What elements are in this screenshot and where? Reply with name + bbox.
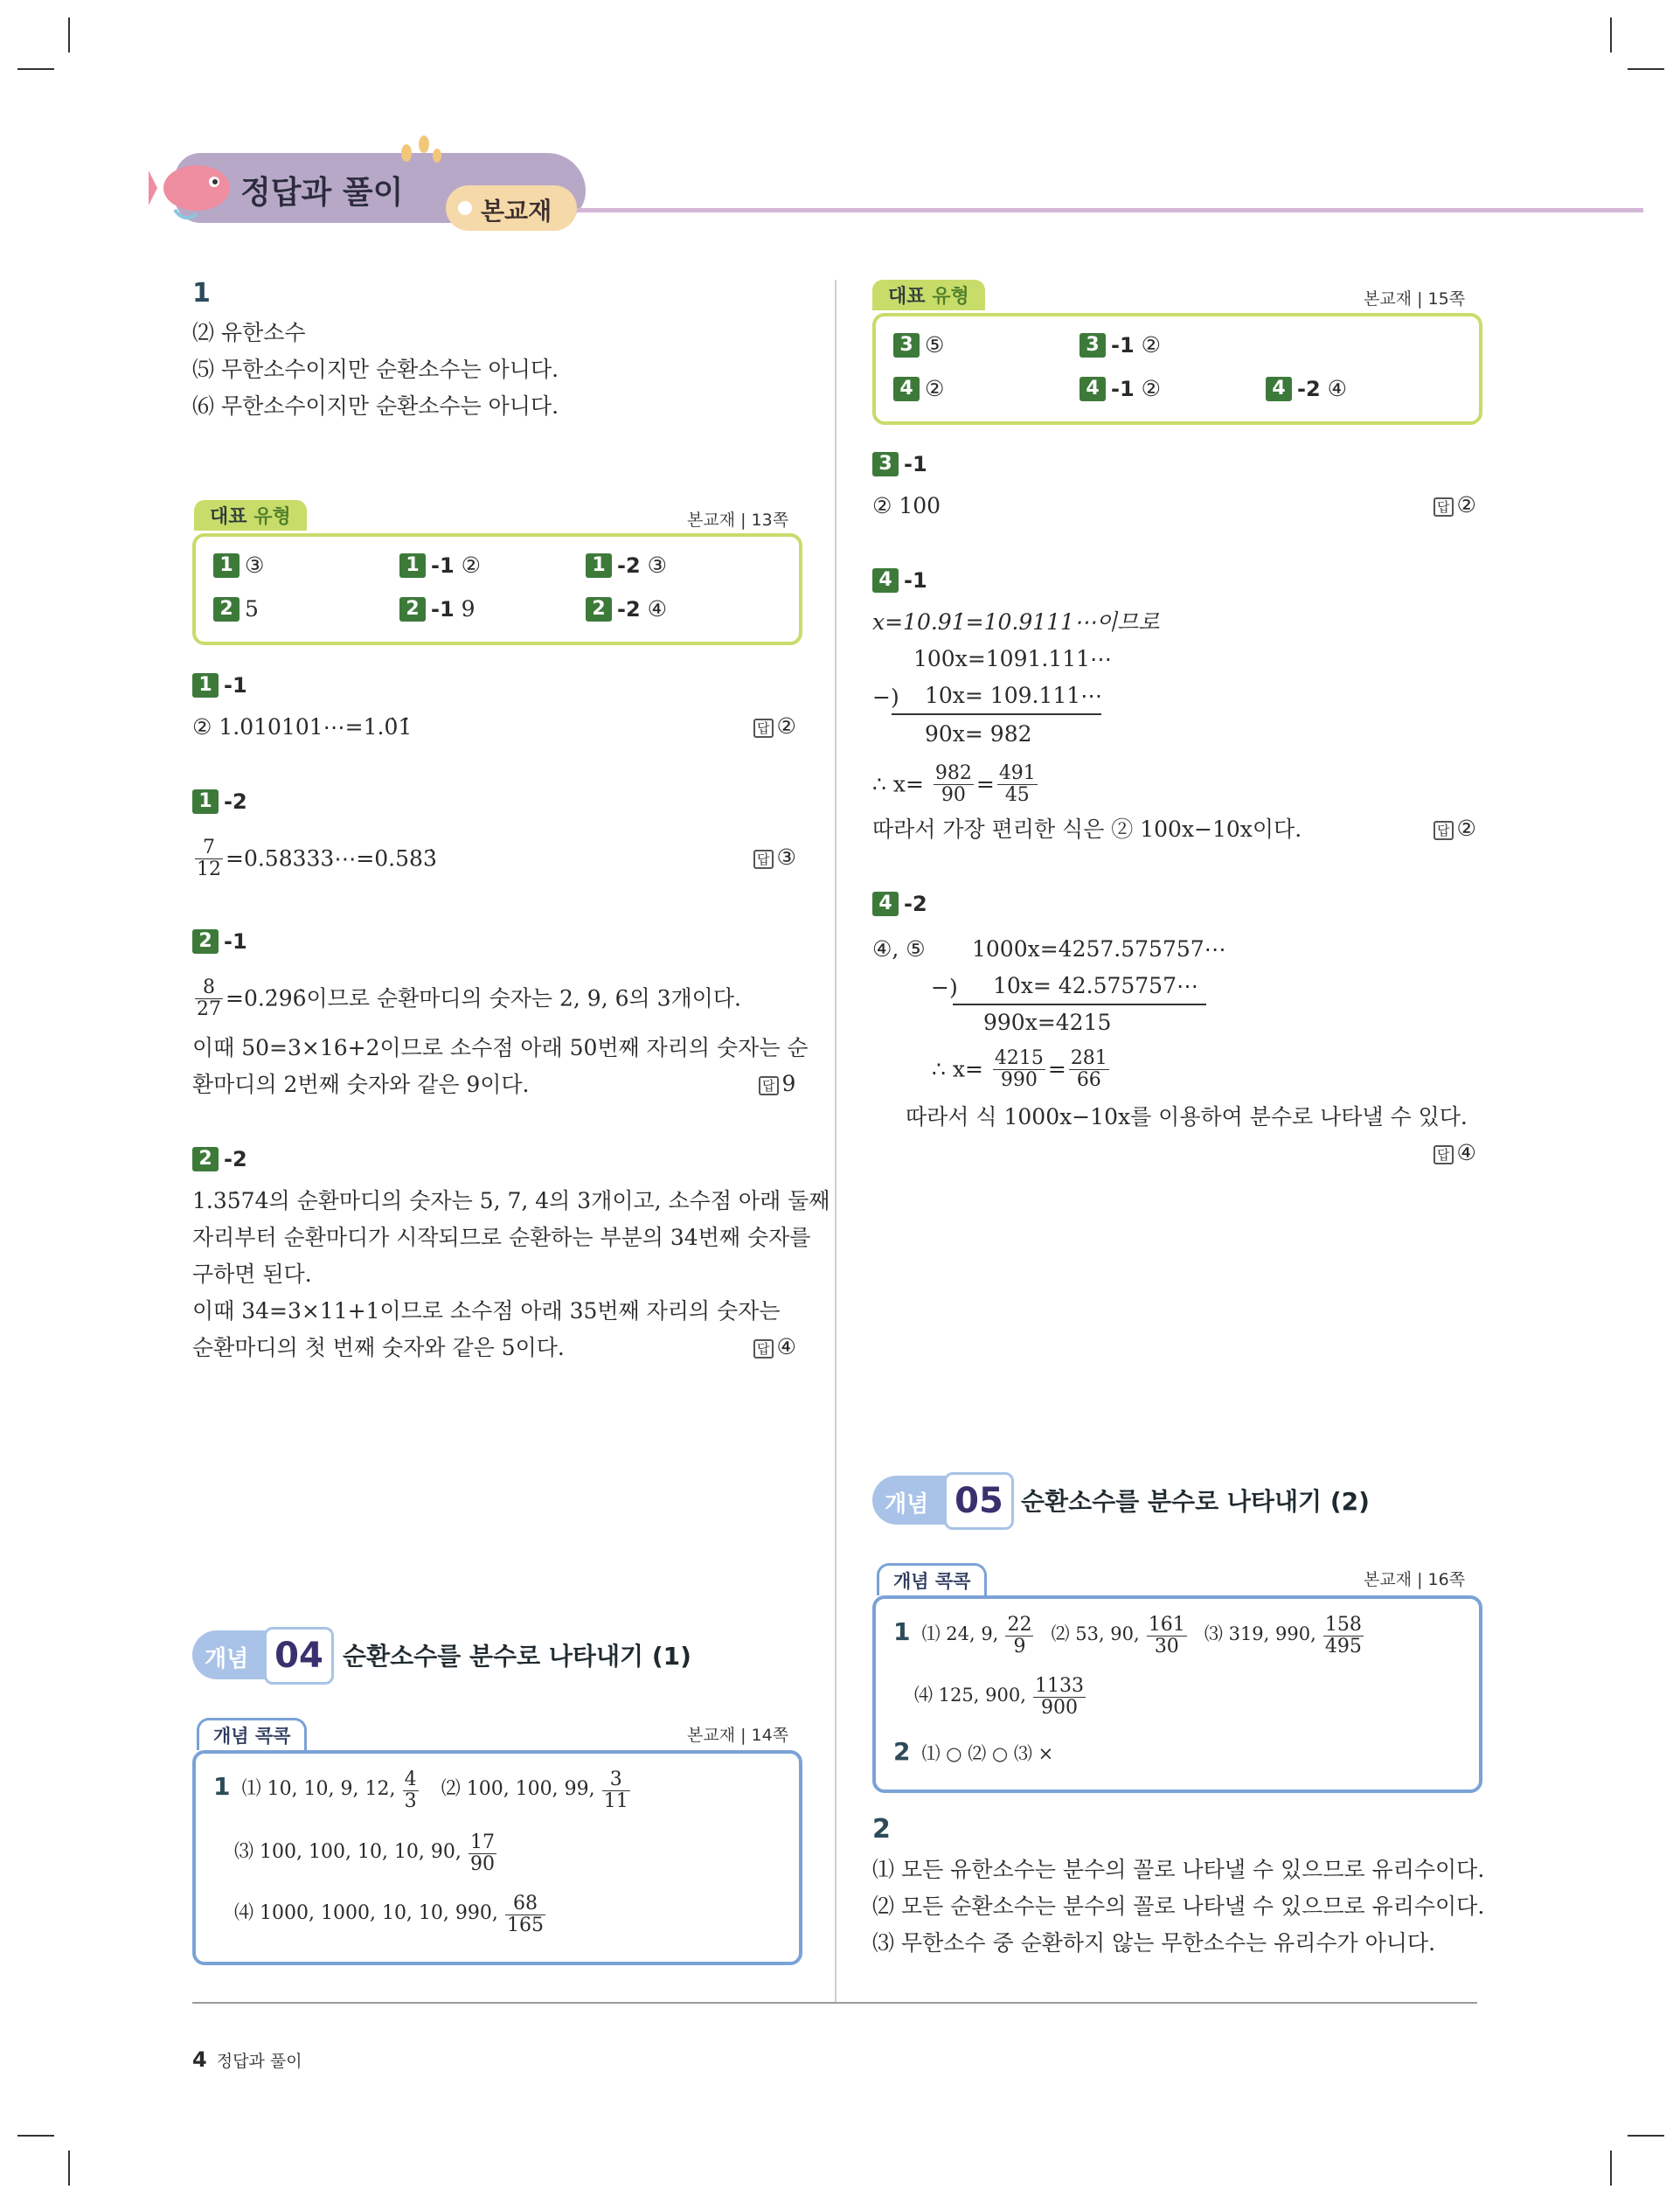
leaf-decoration-icon [393, 131, 446, 166]
crop-mark [1610, 2151, 1612, 2186]
answer-value: ④ [1456, 1140, 1476, 1165]
numerator: 68 [505, 1894, 545, 1915]
answer-value: ② [776, 713, 796, 739]
column-divider [835, 280, 837, 2002]
problem-tag: 2 [192, 929, 219, 954]
problem-tag: 1 [213, 553, 240, 578]
answer-row [213, 1769, 633, 1812]
math-text: ⑷ 125, 900, [914, 1685, 1026, 1706]
concept-box [872, 1595, 1482, 1793]
page-ref: 본교재 | 13쪽 [687, 511, 789, 530]
rep-item [586, 552, 667, 578]
text-line: ⑹ 무한소수이지만 순환소수는 아니다. [192, 393, 559, 419]
tag-suffix: -2 [617, 552, 641, 578]
page-ref: 본교재 | 16쪽 [1364, 1570, 1466, 1589]
rep-item [399, 596, 476, 622]
problem-heading [872, 452, 934, 476]
tab-word: 콕콕 [934, 1571, 971, 1592]
denominator: 900 [1040, 1697, 1078, 1719]
concept-badge [872, 1476, 1009, 1525]
answer-mark-icon: 답 [759, 1076, 779, 1095]
fraction [602, 1769, 630, 1812]
problem-tag: 4 [1080, 377, 1106, 401]
problem-tag: 1 [192, 673, 219, 698]
math-text: ⑴ 24, 9, [921, 1623, 999, 1644]
header-tab [446, 185, 577, 231]
math-line [932, 1046, 1112, 1093]
text-line: 이때 50=3×16+2이므로 소수점 아래 50번째 자리의 숫자는 순 [192, 1035, 809, 1060]
tag-suffix: -1 [904, 568, 927, 593]
answer-row [234, 1894, 548, 1936]
tag-suffix: -2 [617, 596, 641, 622]
crop-mark [1628, 68, 1664, 70]
tab-word: 개념 [213, 1726, 249, 1747]
crop-mark [17, 68, 54, 70]
math-line: −) [931, 975, 958, 1000]
answer [1434, 1140, 1476, 1165]
problem-tag: 1 [586, 553, 612, 578]
math-line: 1000x=4257.575757⋯ [972, 936, 1226, 962]
rep-item [586, 596, 667, 622]
text-line: 이때 34=3×11+1이므로 소수점 아래 35번째 자리의 숫자는 [192, 1298, 781, 1324]
concept-label: 개념 [205, 1646, 249, 1672]
footer-rule [192, 2002, 1477, 2004]
numerator: 4 [404, 1769, 417, 1790]
fraction [1323, 1615, 1364, 1657]
tag-suffix: -1 [1111, 376, 1135, 401]
text-line: 따라서 가장 편리한 식은 ② 100x−10x이다. [872, 817, 1302, 842]
section-title: 순환소수를 분수로 나타내기 (2) [1021, 1487, 1370, 1516]
denominator: 990 [1000, 1069, 1038, 1091]
answer-mark-icon: 답 [753, 719, 774, 738]
numerator: 1133 [1034, 1675, 1084, 1697]
text-line: ④, ⑤ [872, 936, 926, 962]
rep-value: 9 [461, 596, 476, 622]
answer-value: ④ [776, 1334, 796, 1359]
problem-tag: 2 [192, 1147, 219, 1171]
math-text: ⑴ ○ ⑵ ○ ⑶ × [921, 1743, 1054, 1764]
denominator: 495 [1324, 1636, 1362, 1657]
header-title: 정답과 풀이 [240, 175, 404, 211]
crop-mark [17, 2135, 54, 2137]
answer-row [914, 1676, 1088, 1719]
answer-mark-icon: 답 [1434, 1145, 1454, 1164]
crop-mark [1628, 2135, 1664, 2137]
text-line: 1.35̇74̇의 순환마디의 숫자는 5, 7, 4의 3개이고, 소수점 아래 둘째 [192, 1188, 830, 1213]
problem-tag: 3 [872, 452, 899, 476]
rep-item [1080, 376, 1161, 401]
problem-heading [872, 892, 934, 916]
denominator: 66 [1076, 1069, 1101, 1091]
answer [753, 844, 796, 870]
denominator: 12 [197, 858, 221, 880]
tab-word-accent: 유형 [932, 286, 969, 308]
problem-tag: 4 [1266, 377, 1292, 401]
answer-row [893, 1615, 1366, 1657]
tab-word: 대표 [888, 286, 926, 308]
denominator: 30 [1154, 1636, 1179, 1657]
fraction [1147, 1615, 1187, 1657]
math-line: 90x= 982 [925, 721, 1032, 747]
page-ref: 본교재 | 14쪽 [687, 1726, 789, 1745]
answer [753, 713, 796, 739]
fish-mascot-icon [149, 149, 245, 227]
rep-value: ② [1141, 376, 1162, 401]
concept-tab [877, 1563, 987, 1595]
text-line: 구하면 된다. [192, 1261, 312, 1287]
concept-label: 개념 [885, 1491, 929, 1518]
tag-suffix: -2 [224, 1147, 247, 1171]
rep-value: ⑤ [925, 332, 945, 358]
fraction [403, 1769, 419, 1812]
fraction [934, 763, 974, 806]
answer-row [234, 1832, 499, 1875]
rep-item [1266, 376, 1347, 401]
fraction [1069, 1048, 1109, 1091]
problem-heading [192, 789, 254, 814]
subtraction-rule [953, 1004, 1206, 1005]
numerator: 982 [934, 762, 972, 784]
problem-heading [872, 568, 934, 593]
math-line [192, 835, 437, 882]
tag-suffix: -1 [431, 552, 455, 578]
tag-suffix: -1 [224, 929, 247, 954]
rep-type-box [192, 533, 802, 645]
math-text: ⑵ 100, 100, 99, [441, 1778, 595, 1800]
numerator: 158 [1324, 1614, 1362, 1636]
header-tab-label: 본교재 [481, 197, 552, 226]
numerator: 17 [470, 1831, 495, 1853]
answer-mark-icon: 답 [1434, 821, 1454, 840]
problem-number: 1 [192, 278, 211, 309]
rep-value: ② [925, 376, 945, 401]
numerator: 22 [1007, 1614, 1032, 1636]
math-line: 10x= 42.575757⋯ [993, 973, 1198, 998]
problem-tag: 1 [192, 789, 219, 814]
math-line [872, 761, 1040, 808]
problem-tag: 4 [872, 568, 899, 593]
math-text: =0.2̇96̇이므로 순환마디의 숫자는 2, 9, 6의 3개이다. [226, 985, 741, 1011]
text-line: x=10.91̇=10.9111⋯이므로 [872, 609, 1160, 635]
problem-tag: 2 [213, 597, 240, 622]
tab-word: 대표 [210, 506, 247, 528]
rep-value: ④ [647, 596, 668, 622]
rep-value: ③ [245, 552, 265, 578]
problem-heading [192, 673, 254, 698]
section-title: 순환소수를 분수로 나타내기 (1) [343, 1642, 691, 1671]
math-line: 100x=1091.111⋯ [913, 646, 1113, 671]
numerator: 7 [195, 837, 223, 859]
rep-value: ③ [647, 552, 668, 578]
problem-number: 2 [893, 1737, 911, 1766]
rep-item [893, 332, 944, 358]
tab-dot-icon [458, 201, 472, 215]
denominator: 27 [197, 998, 221, 1020]
tag-suffix: -2 [224, 789, 247, 814]
denominator: 90 [470, 1853, 495, 1875]
problem-tag: 1 [399, 553, 426, 578]
answer-row [893, 1737, 1053, 1766]
text-line: ⑵ 모든 순환소수는 분수의 꼴로 나타낼 수 있으므로 유리수이다. [872, 1894, 1485, 1919]
text-line: 순환마디의 첫 번째 숫자와 같은 5이다. [192, 1335, 565, 1360]
numerator: 281 [1070, 1047, 1107, 1069]
crop-mark [1610, 17, 1612, 52]
concept-number: 04 [264, 1627, 334, 1685]
fraction [195, 977, 223, 1020]
problem-tag: 4 [893, 377, 920, 401]
fraction [195, 837, 223, 880]
tab-word: 개념 [893, 1571, 929, 1592]
rep-value: ④ [1327, 376, 1348, 401]
denominator: 165 [506, 1915, 544, 1936]
problem-tag: 3 [1080, 333, 1106, 358]
problem-tag: 3 [893, 333, 920, 358]
concept-box [192, 1750, 802, 1965]
problem-heading [192, 1147, 254, 1171]
rep-item [213, 552, 264, 578]
text-line: 환마디의 2번째 숫자와 같은 9이다. [192, 1072, 530, 1097]
math-line: −) [872, 685, 899, 710]
answer [753, 1334, 796, 1359]
text-line: 따라서 식 1000x−10x를 이용하여 분수로 나타낼 수 있다. [906, 1104, 1468, 1129]
text-line: ⑶ 무한소수 중 순환하지 않는 무한소수는 유리수가 아니다. [872, 1930, 1436, 1956]
rep-item [893, 376, 944, 401]
rep-item [1080, 332, 1161, 358]
answer-mark-icon: 답 [753, 850, 774, 869]
fraction [1005, 1615, 1033, 1657]
text-line: ② 1.010101⋯=1.0̇1̇ [192, 714, 413, 740]
numerator: 8 [195, 977, 223, 999]
math-text: ⑶ 319, 990, [1204, 1623, 1316, 1644]
text-line: ⑴ 모든 유한소수는 분수의 꼴로 나타낼 수 있으므로 유리수이다. [872, 1857, 1485, 1882]
text-line: ⑸ 무한소수이지만 순환소수는 아니다. [192, 357, 559, 382]
fraction [997, 763, 1038, 806]
numerator: 491 [998, 762, 1036, 784]
crop-mark [68, 17, 70, 52]
page-number: 4 [192, 2047, 207, 2072]
math-line: 10x= 109.111⋯ [925, 683, 1103, 708]
fraction [469, 1832, 496, 1875]
numerator: 161 [1148, 1614, 1185, 1636]
subtraction-rule [892, 713, 1101, 715]
numerator: 3 [602, 1769, 630, 1791]
rep-item [399, 552, 481, 578]
answer [759, 1071, 795, 1096]
tag-suffix: -2 [1297, 376, 1321, 401]
denominator: 3 [404, 1790, 417, 1812]
tag-suffix: -1 [904, 452, 927, 476]
math-text: ⑶ 100, 100, 10, 10, 90, [234, 1841, 462, 1863]
math-text: =0.58333⋯=0.583̇ [226, 845, 437, 872]
denominator: 11 [603, 1790, 628, 1812]
answer-value: 9 [781, 1071, 796, 1096]
math-text: ⑴ 10, 10, 9, 12, [241, 1778, 396, 1800]
rep-value: ② [1141, 332, 1162, 358]
equals-sign: = [1047, 1056, 1066, 1082]
tab-word: 콕콕 [254, 1726, 291, 1747]
denominator: 9 [1013, 1636, 1026, 1657]
problem-number: 1 [893, 1617, 911, 1646]
text-line: ② 100 [872, 493, 941, 518]
tag-suffix: -1 [431, 596, 455, 622]
problem-tag: 2 [399, 597, 426, 622]
concept-tab [197, 1718, 307, 1750]
answer-value: ② [1456, 492, 1476, 518]
rep-type-box [872, 313, 1482, 425]
answer-value: ② [1456, 816, 1476, 841]
answer [1434, 492, 1476, 518]
denominator: 45 [1004, 784, 1030, 806]
crop-mark [68, 2151, 70, 2186]
rep-type-tab [872, 280, 985, 310]
answer [1434, 816, 1476, 841]
answer-mark-icon: 답 [753, 1339, 774, 1359]
answer-mark-icon: 답 [1434, 497, 1454, 517]
concept-number: 05 [944, 1472, 1014, 1530]
tag-suffix: -1 [1111, 332, 1135, 358]
problem-tag: 2 [586, 597, 612, 622]
math-line: 990x=4215 [983, 1010, 1112, 1035]
header-rule [559, 208, 1643, 212]
tab-word-accent: 유형 [253, 506, 291, 528]
math-text: ∴ x= [932, 1056, 983, 1082]
equals-sign: = [975, 771, 995, 797]
concept-badge [192, 1630, 329, 1679]
problem-number: 2 [872, 1814, 891, 1845]
fraction [1033, 1676, 1086, 1719]
rep-item [213, 596, 259, 622]
page-header [149, 131, 1643, 236]
math-text: ⑷ 1000, 1000, 10, 10, 990, [234, 1902, 498, 1924]
rep-type-tab [194, 500, 307, 531]
footer-label: 정답과 풀이 [216, 2052, 302, 2071]
rep-value: ② [461, 552, 482, 578]
math-line [192, 975, 741, 1022]
page-footer [192, 2047, 302, 2072]
tag-suffix: -2 [904, 892, 927, 916]
math-text: ∴ x= [872, 771, 924, 797]
fraction [505, 1894, 545, 1936]
text-line: ⑵ 유한소수 [192, 320, 306, 345]
problem-number: 1 [213, 1772, 231, 1801]
fraction [993, 1048, 1045, 1091]
problem-tag: 4 [872, 892, 899, 916]
problem-heading [192, 929, 254, 954]
denominator: 90 [941, 784, 966, 806]
answer-value: ③ [776, 844, 796, 870]
page-ref: 본교재 | 15쪽 [1364, 289, 1466, 309]
tag-suffix: -1 [224, 673, 247, 698]
text-line: 자리부터 순환마디가 시작되므로 순환하는 부분의 34번째 숫자를 [192, 1225, 811, 1250]
math-text: ⑵ 53, 90, [1051, 1623, 1140, 1644]
numerator: 4215 [994, 1047, 1044, 1069]
rep-value: 5 [245, 596, 259, 622]
